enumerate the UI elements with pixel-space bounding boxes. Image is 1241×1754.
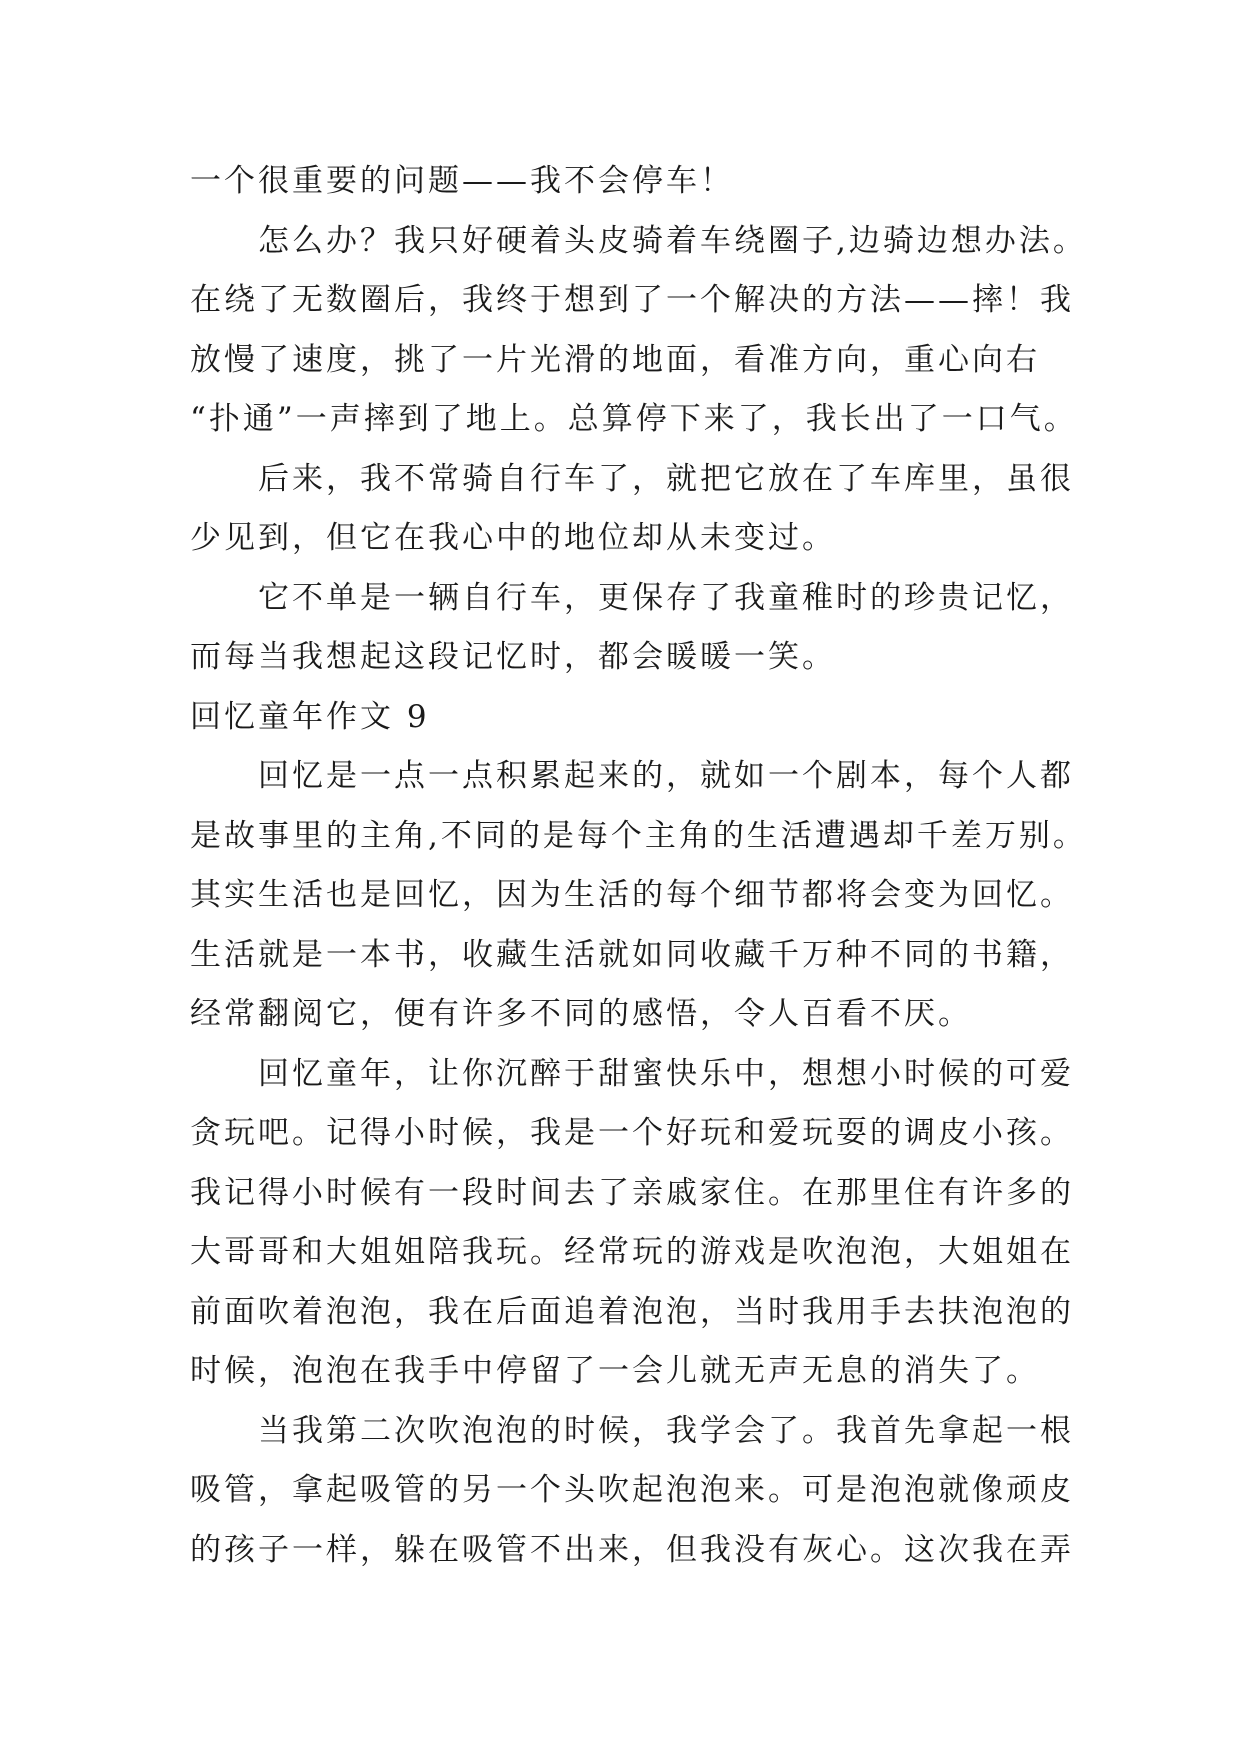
text-line: 的孩子一样，躲在吸管不出来，但我没有灰心。这次我在弄 — [190, 1531, 1074, 1568]
document-body — [190, 152, 1090, 1580]
text-line: 在绕了无数圈后，我终于想到了一个解决的方法——摔！我 — [190, 282, 1074, 318]
text-line: 它不单是一辆自行车，更保存了我童稚时的珍贵记忆， — [258, 579, 1074, 616]
text-line: 回忆童年，让你沉醉于甜蜜快乐中，想想小时候的可爱 — [258, 1055, 1074, 1092]
text-line: 放慢了速度，挑了一片光滑的地面，看准方向，重心向右 — [190, 341, 1040, 378]
text-line: 其实生活也是回忆，因为生活的每个细节都将会变为回忆。 — [190, 877, 1074, 913]
section-heading: 回忆童年作文 9 — [190, 698, 430, 735]
text-line: 大哥哥和大姐姐陪我玩。经常玩的游戏是吹泡泡，大姐姐在 — [190, 1234, 1074, 1270]
text-line: 经常翻阅它，便有许多不同的感悟，令人百看不厌。 — [190, 996, 972, 1032]
text-line: 生活就是一本书，收藏生活就如同收藏千万种不同的书籍， — [190, 936, 1074, 973]
text-line: 当我第二次吹泡泡的时候，我学会了。我首先拿起一根 — [258, 1412, 1074, 1449]
text-line: 后来，我不常骑自行车了，就把它放在了车库里，虽很 — [258, 460, 1074, 497]
text-line: 怎么办？我只好硬着头皮骑着车绕圈子,边骑边想办法。 — [258, 222, 1087, 259]
text-line: 而每当我想起这段记忆时，都会暖暖一笑。 — [190, 639, 836, 675]
text-line: 前面吹着泡泡，我在后面追着泡泡，当时我用手去扶泡泡的 — [190, 1293, 1074, 1330]
text-line: “扑通”一声摔到了地上。总算停下来了，我长出了一口气。 — [190, 401, 1078, 437]
text-line: 时候，泡泡在我手中停留了一会儿就无声无息的消失了。 — [190, 1353, 1040, 1389]
text-line: 回忆是一点一点积累起来的，就如一个剧本，每个人都 — [258, 758, 1074, 794]
text-line: 是故事里的主角,不同的是每个主角的生活遭遇却千差万别。 — [190, 817, 1087, 854]
text-line: 一个很重要的问题——我不会停车！ — [190, 163, 734, 199]
text-line: 我记得小时候有一段时间去了亲戚家住。在那里住有许多的 — [190, 1174, 1074, 1211]
text-line: 贪玩吧。记得小时候，我是一个好玩和爱玩耍的调皮小孩。 — [190, 1115, 1074, 1151]
text-line: 少见到，但它在我心中的地位却从未变过。 — [190, 520, 836, 556]
text-line: 吸管，拿起吸管的另一个头吹起泡泡来。可是泡泡就像顽皮 — [190, 1472, 1074, 1508]
